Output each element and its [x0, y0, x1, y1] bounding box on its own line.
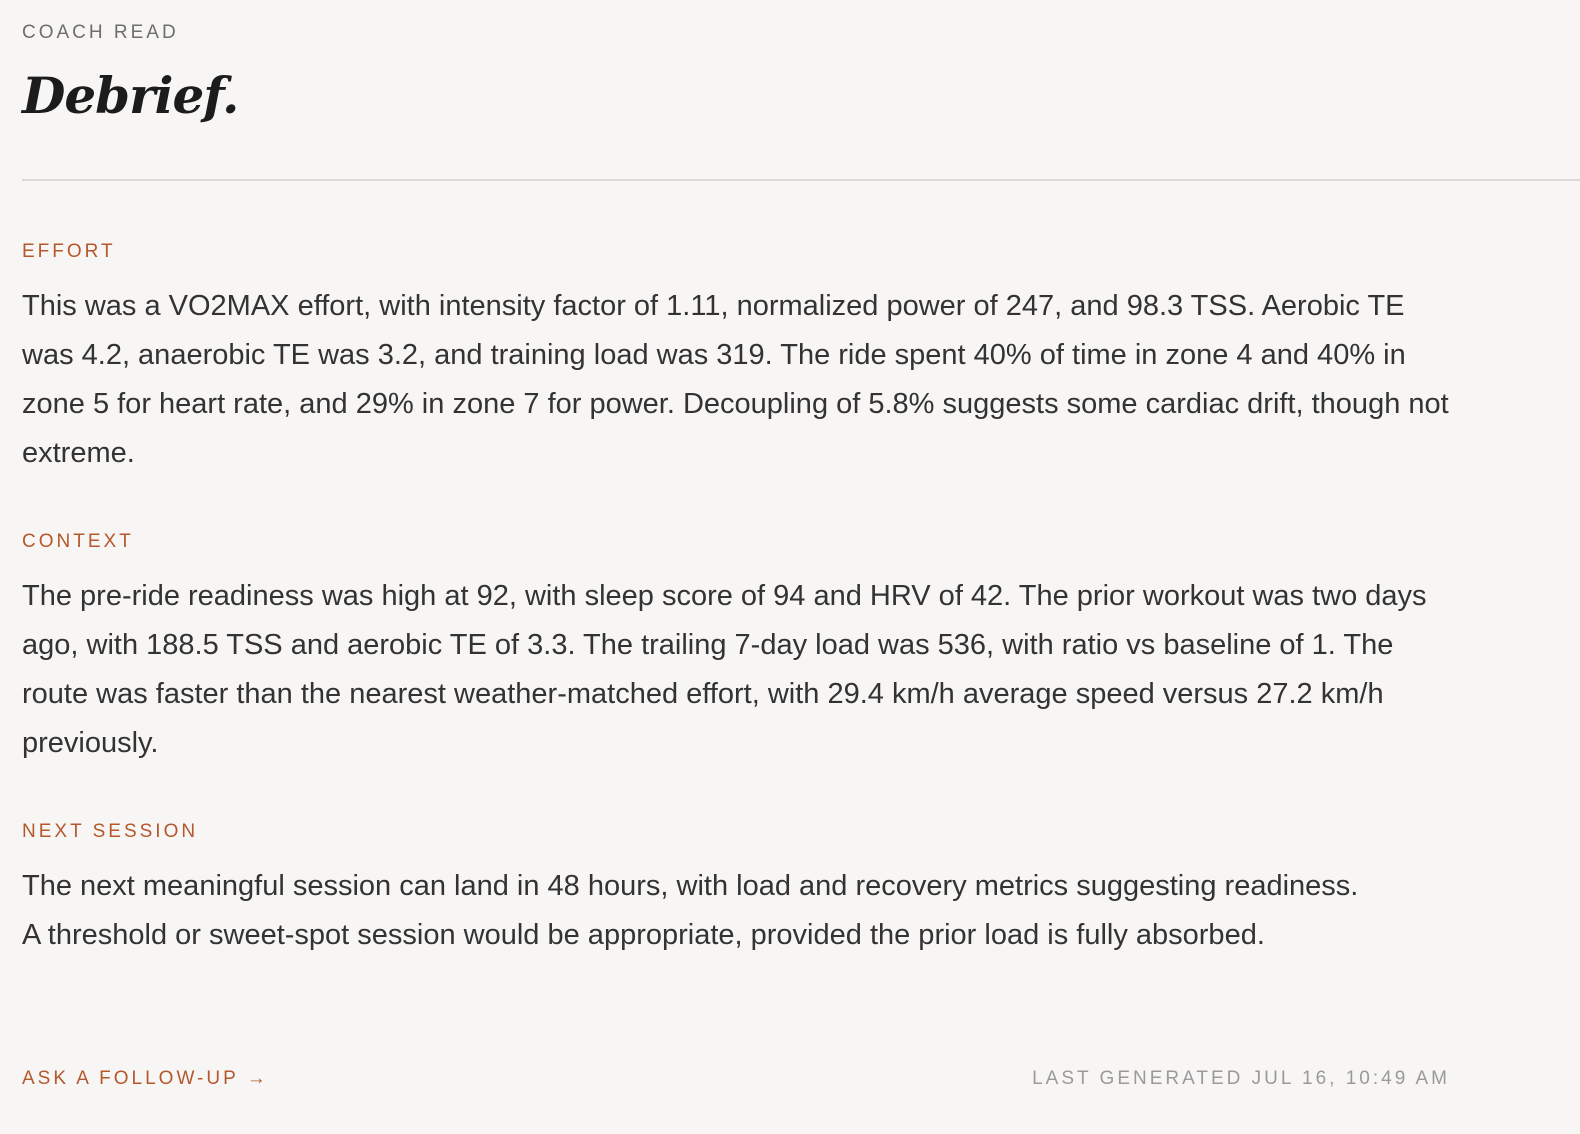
eyebrow-label: COACH READ: [22, 22, 179, 43]
section-body-next-session: The next meaningful session can land in 48 hours, with load and recovery metrics suggesting readiness. A threshold or sweet-spot session would be appropriate, provided the prior load is fully absorbed.: [22, 870, 1359, 951]
section-label-effort: EFFORT: [22, 241, 116, 262]
ask-follow-up-link[interactable]: [22, 1068, 266, 1090]
arrow-right-icon: →: [246, 1068, 266, 1089]
page-title: Debrief.: [22, 66, 239, 125]
last-generated-timestamp: LAST GENERATED JUL 16, 10:49 AM: [1032, 1068, 1450, 1089]
section-label-context: CONTEXT: [22, 531, 134, 552]
section-body-context: The pre-ride readiness was high at 92, with sleep score of 94 and HRV of 42. The prior workout was two days ago, with 188.5 TSS and aerobic TE of 3.3. The trailing 7-day load was 536, with ratio vs baseline of 1. The route was faster than the nearest weather-matched effort, with 29.4 km/h average speed versus 27.2 km/h previously.: [22, 580, 1427, 759]
divider: [22, 179, 1580, 181]
follow-up-label: ASK A FOLLOW-UP: [22, 1068, 239, 1089]
section-body-effort: This was a VO2MAX effort, with intensity factor of 1.11, normalized power of 247, and 98.3 TSS. Aerobic TE was 4.2, anaerobic TE was 3.2, and training load was 319. The ride spent 40% of time in zone 4 and 40% in zone 5 for heart rate, and 29% in zone 7 for power. Decoupling of 5.8% suggests some cardiac drift, though not extreme.: [22, 290, 1449, 469]
section-label-next-session: NEXT SESSION: [22, 821, 199, 842]
